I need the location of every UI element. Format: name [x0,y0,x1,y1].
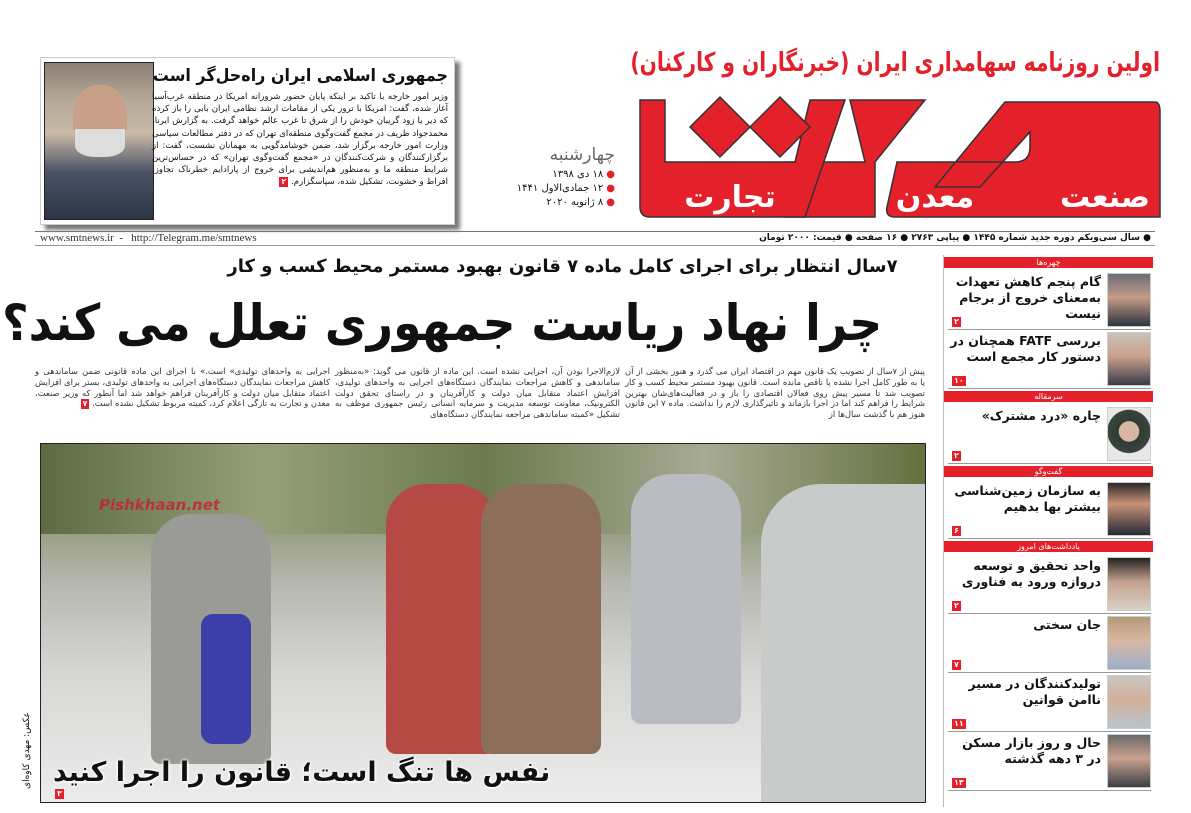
sidebar-item[interactable] [948,732,1151,791]
lead-story-body: وزیر امور خارجه با تاکید بر اینکه پایان حضور شرورانه امریکا در منطقه غرب‌آسیا آغاز شده، گفت: امریکا با ترور یکی از مقامات ارشد نظامی ایران بابی را باز کرده که دیر یا زود گریبان خودش را از شرق تا غرب عالم خواهد گرفت. به گزارش ایرنا، محمدجواد ظریف در مجمع گفت‌وگوی منطقه‌ای تهران که در دفتر مطالعات سیاسی وزارت امور خارجه برگزار شد، ضمن خوشامدگویی به مهمانان نشست، گفت: از برگزارکنندگان و شرکت‌کنندگان در «مجمع گفت‌وگوی تهران» که در حساس‌ترین شرایط منطقه ما و به‌منظور هم‌اندیشی برای خروج از پارادایم خطرناک تجاوز، افراط و خشونت، تشکیل شده، سپاسگزارم. [152,92,448,188]
article-column-3 [35,366,330,409]
thumbnail [1107,407,1151,461]
thumbnail [1107,675,1151,729]
item-title: تولیدکنندگان در مسیر ناامن قوانین [968,676,1101,707]
sidebar-item[interactable] [948,673,1151,732]
thumbnail [1107,482,1151,536]
newspaper-logo [635,92,1165,224]
thumbnail [1107,616,1151,670]
page-badge[interactable]: ۱۰ [954,376,964,385]
item-title: واحد تحقیق و توسعه دروازه ورود به فناوری [961,558,1101,589]
lead-story-title[interactable]: جمهوری اسلامی ایران راه‌حل‌گر است [152,66,448,86]
thumbnail [1107,273,1151,327]
thumbnail [1107,734,1151,788]
page-badge[interactable]: ۲ [954,451,959,460]
sidebar-item[interactable] [948,555,1151,614]
masthead-slogan: اولین روزنامه سهامداری ایران (خبرنگاران و کارکنان) [630,48,1160,78]
gregorian-date: ۸ ژانویه ۲۰۲۰ [546,197,604,208]
section-header: گفت‌وگو [944,466,1153,477]
section-header: یادداشت‌های امروز [944,541,1153,552]
solar-date: ۱۸ دی ۱۳۹۸ [552,169,604,180]
sidebar-item[interactable] [948,614,1151,673]
item-title: بررسی FATF همچنان در دستور کار مجمع است [950,333,1101,364]
issue-info: ● سال سی‌ویکم دوره جدید شماره ۱۴۴۵ ● پیاپی ۲۷۶۳ ● ۱۶ صفحه ● قیمت: ۲۰۰۰ تومان [759,233,1151,243]
page-badge[interactable]: ۶ [954,526,959,535]
logo-word-2: معدن [895,180,975,215]
lead-story-box[interactable] [40,57,455,225]
section-header: سرمقاله [944,391,1153,402]
page-badge[interactable]: ۷ [82,398,88,408]
thumbnail [1107,557,1151,611]
article-column-1: پیش از ۷سال از تصویب یک قانون مهم در اقتصاد ایران می گذرد و هنوز بخشی از آن یا به طور کامل اجرا نشده یا ناقص مانده است. قانون بهبود مستمر محیط کسب و کار تصویب شد تا مسیر پیش روی فعالان اقتصادی را باز و در فعالیت‌های‌شان بهترین شرایط را فراهم کند اما در اجرا بازماند و تاثیرگذاری لازم را نداشت. ماده ۷ این قانون هنوز هم با گذشت سال‌ها از [625,366,925,420]
page-badge[interactable]: ۱۳ [954,778,964,787]
item-title: حال و روز بازار مسکن در ۳ دهه گذشته [962,735,1101,766]
lead-story-photo [44,62,154,220]
sidebar-item[interactable] [948,480,1151,539]
sidebar-item[interactable] [948,330,1151,389]
photo-credit: عکس: مهدی کاوه‌ای [22,712,32,789]
article-column-3-text: اجرایی به واحدهای تولیدی» است.» با اجرای این ماده قانونی ضمن ساماندهی و کاهش مراجعات نمایندگان دستگاه‌های اجرایی به واحدهای تولیدی، بستر برای افزایش اعتماد متقابل میان دولت و کارآفرینان فراهم خواهد شد اما آنطور که وزیر صنعت، معدن و تجارت به تازگی اعلام کرد، کمیته مربوط تشکیل نشده است. [35,366,330,409]
main-subheadline: ۷سال انتظار برای اجرای کامل ماده ۷ قانون بهبود مستمر محیط کسب و کار [227,256,898,277]
item-title: به سازمان زمین‌شناسی بیشتر بها بدهیم [954,483,1101,514]
item-title: جان سختی [1033,617,1101,632]
logo-word-1: صنعت [1060,180,1150,215]
website-links[interactable]: www.smtnews.ir - http://Telegram.me/smtnews [40,232,257,244]
item-title: چاره «درد مشترک» [981,408,1101,423]
page-badge[interactable]: ۲ [954,317,959,326]
sidebar-item[interactable] [948,405,1151,464]
main-headline[interactable]: چرا نهاد ریاست جمهوری تعلل می کند؟ [2,294,883,352]
page-badge[interactable]: ۱۱ [954,719,964,728]
photo-caption[interactable]: نفس ها تنگ است؛ قانون را اجرا کنید [53,757,551,788]
article-column-2: لازم‌الاجرا بودن آن، اجرایی نشده است. این ماده از قانون می گوید: «به‌منظور ساماندهی و کاهش مراجعات نمایندگان دستگاه‌های اجرایی به واحدهای تولیدی، افزایش اعتماد متقابل میان دولت و کارآفرینان و در راستای تحقق دولت الکترونیک، معاونت توسعه مدیریت و سرمایه انسانی رئیس جمهوری موظف به تشکیل «کمیته ساماندهی مراجعه نمایندگان دستگاه‌های [335,366,620,420]
sidebar [943,255,1153,807]
page-badge[interactable]: ۷ [954,660,959,669]
divider [35,245,1155,246]
sidebar-item[interactable] [948,271,1151,330]
logo-word-3: تجارت [684,180,776,215]
lunar-date: ۱۲ جمادی‌الاول ۱۴۴۱ [516,183,604,194]
date-box: چهارشنبه ●۱۸ دی ۱۳۹۸ ●۱۲ جمادی‌الاول ۱۴۴۱ ●۸ ژانویه ۲۰۲۰ [505,148,615,210]
page-badge[interactable]: ۲ [281,176,287,186]
main-photo [40,443,926,803]
item-title: گام پنجم کاهش تعهدات به‌معنای خروج از برجام نیست [955,274,1101,321]
watermark: Pishkhaan.net [99,496,221,514]
lead-story-text [152,91,448,189]
thumbnail [1107,332,1151,386]
section-header: چهره‌ها [944,257,1153,268]
page-badge[interactable]: ۲ [954,601,959,610]
page-badge[interactable]: ۳ [57,789,62,798]
weekday: چهارشنبه [549,145,615,165]
